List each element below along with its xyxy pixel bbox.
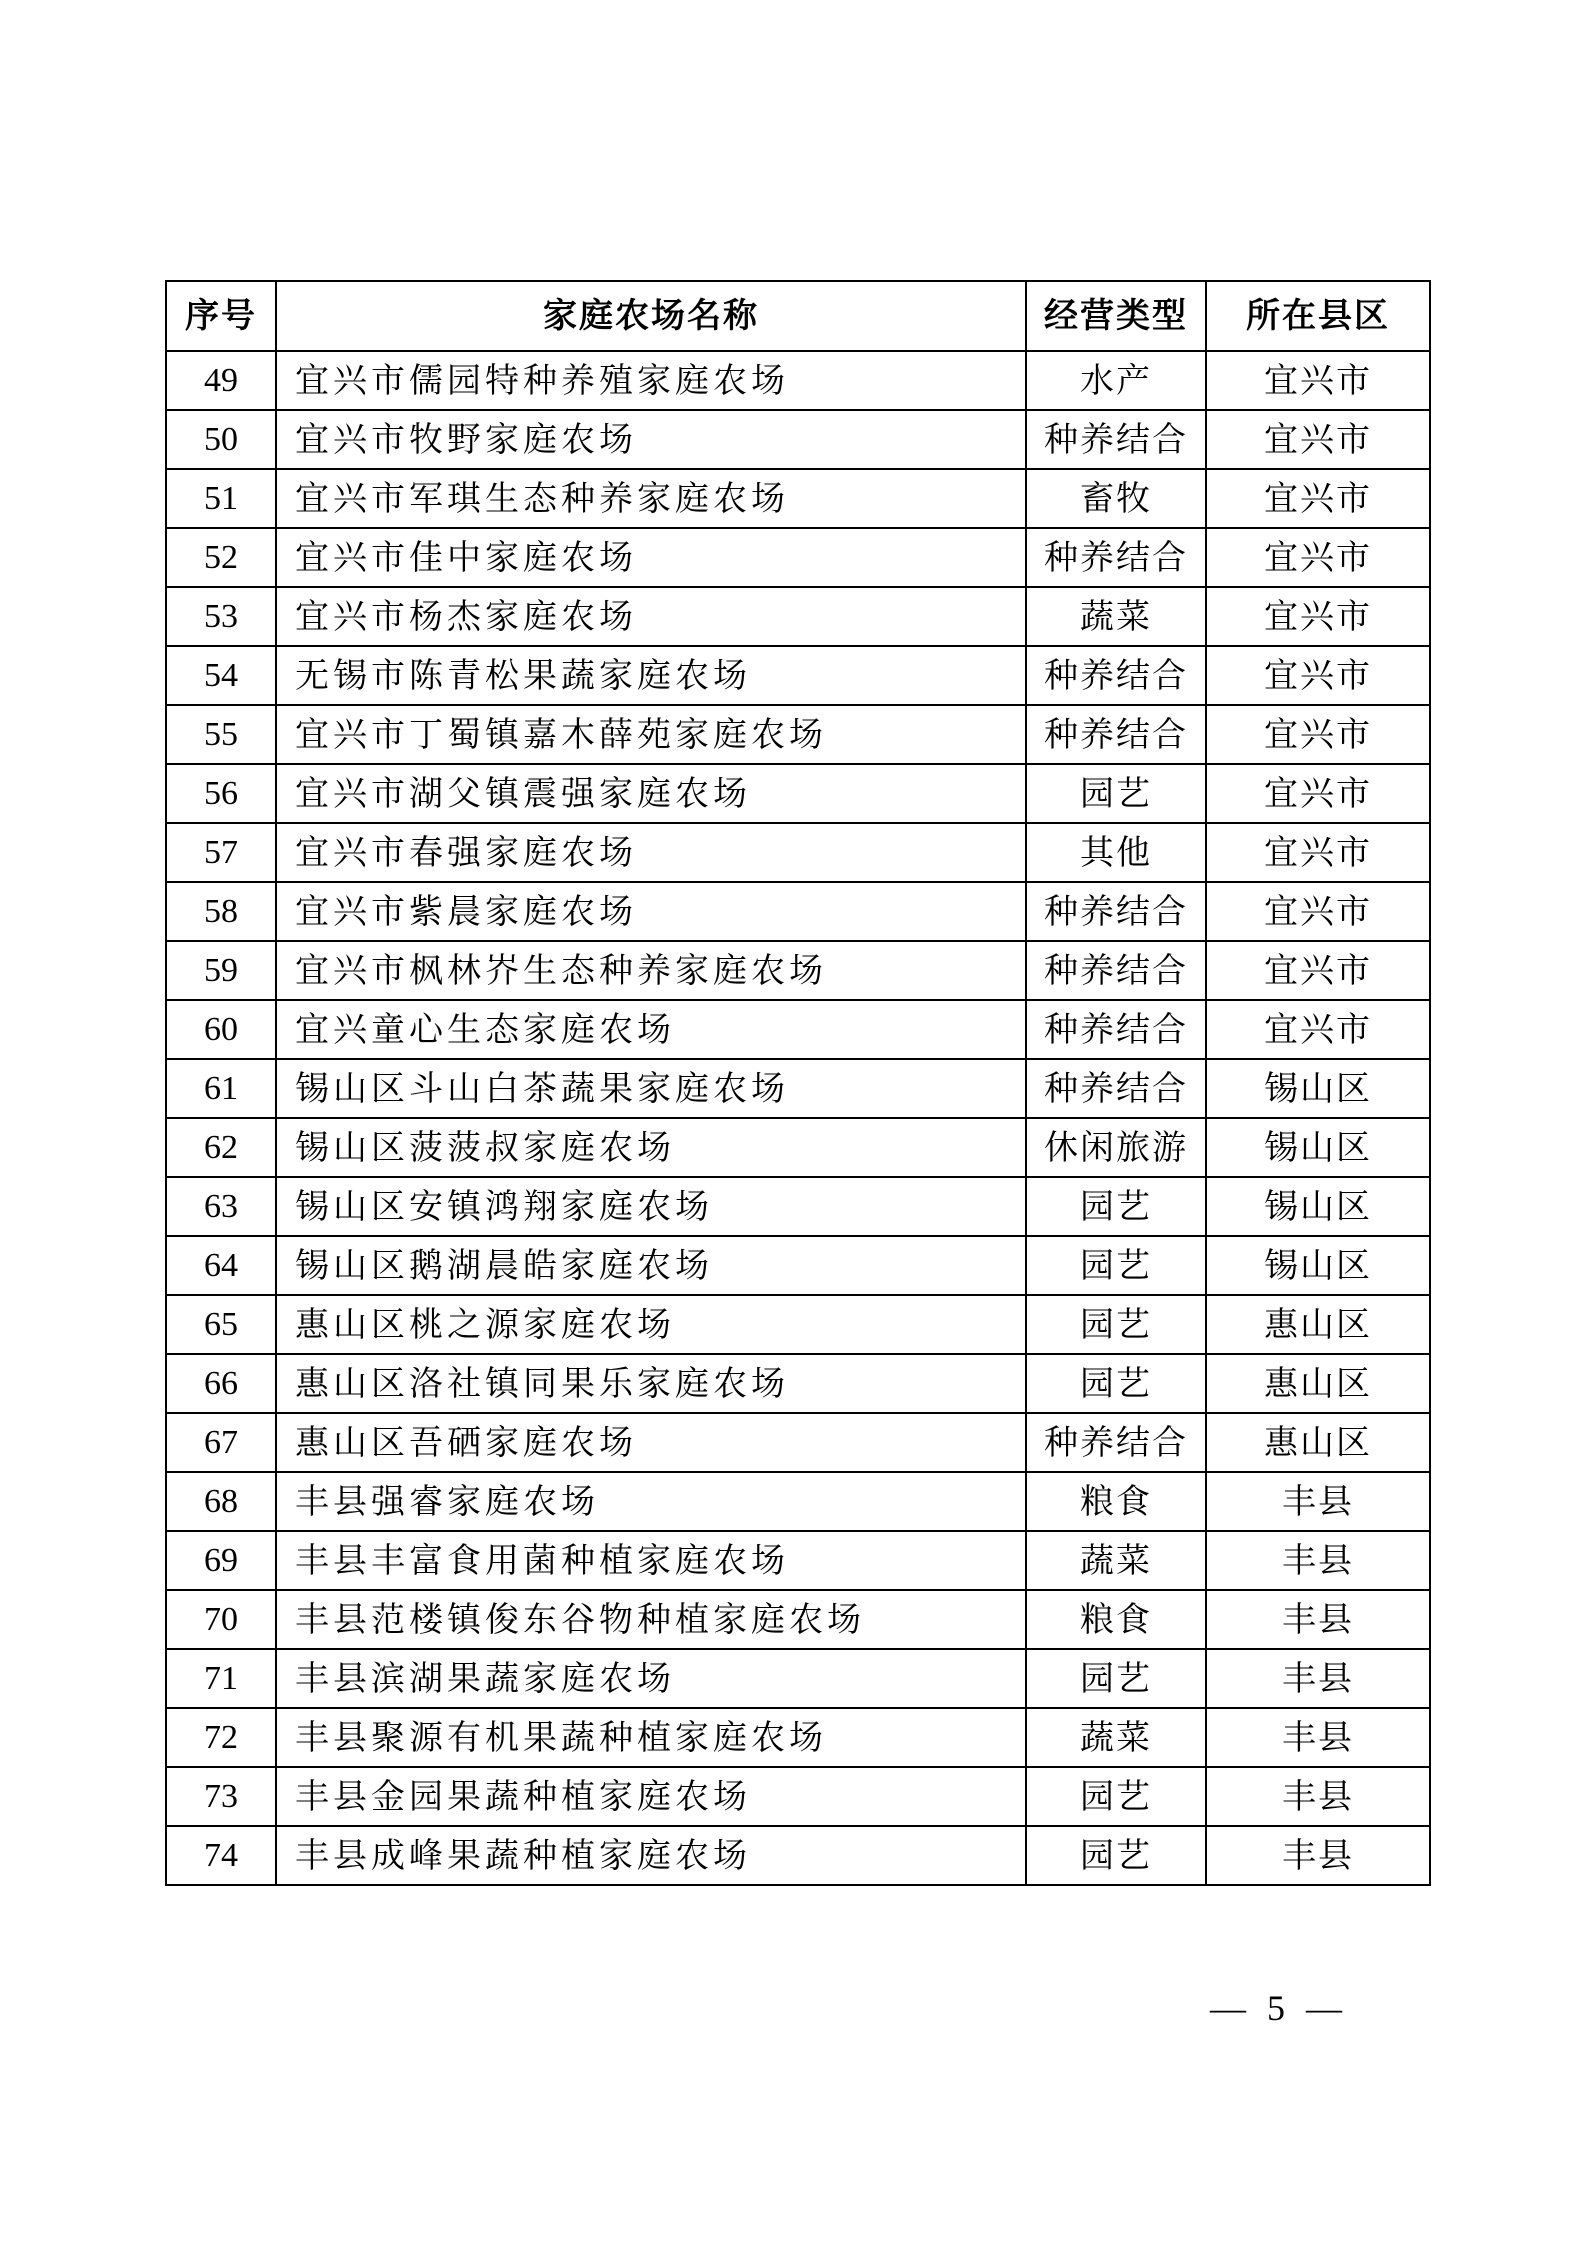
- table-row: [166, 1177, 1430, 1236]
- business-type-cell: 园艺: [1026, 1354, 1206, 1413]
- serial-number-cell: 66: [166, 1354, 276, 1413]
- table-row: [166, 1354, 1430, 1413]
- business-type-cell: 园艺: [1026, 1649, 1206, 1708]
- serial-number-cell: 68: [166, 1472, 276, 1531]
- serial-number-cell: 63: [166, 1177, 276, 1236]
- table-row: [166, 1118, 1430, 1177]
- farm-name-cell: 锡山区斗山白茶蔬果家庭农场: [276, 1059, 1026, 1118]
- table-row: [166, 764, 1430, 823]
- business-type-cell: 园艺: [1026, 1826, 1206, 1885]
- county-district-cell: 宜兴市: [1206, 410, 1430, 469]
- business-type-cell: 蔬菜: [1026, 587, 1206, 646]
- farm-name-cell: 丰县丰富食用菌种植家庭农场: [276, 1531, 1026, 1590]
- header-business-type: 经营类型: [1026, 281, 1206, 351]
- farm-name-cell: 宜兴市丁蜀镇嘉木薛苑家庭农场: [276, 705, 1026, 764]
- table-row: [166, 1059, 1430, 1118]
- county-district-cell: 丰县: [1206, 1767, 1430, 1826]
- farm-name-cell: 丰县范楼镇俊东谷物种植家庭农场: [276, 1590, 1026, 1649]
- business-type-cell: 畜牧: [1026, 469, 1206, 528]
- table-row: [166, 823, 1430, 882]
- page-number: — 5 —: [1210, 1988, 1348, 2028]
- business-type-cell: 园艺: [1026, 1295, 1206, 1354]
- serial-number-cell: 71: [166, 1649, 276, 1708]
- business-type-cell: 种养结合: [1026, 1413, 1206, 1472]
- table-row: [166, 528, 1430, 587]
- business-type-cell: 种养结合: [1026, 646, 1206, 705]
- serial-number-cell: 69: [166, 1531, 276, 1590]
- serial-number-cell: 61: [166, 1059, 276, 1118]
- county-district-cell: 宜兴市: [1206, 882, 1430, 941]
- county-district-cell: 宜兴市: [1206, 764, 1430, 823]
- serial-number-cell: 67: [166, 1413, 276, 1472]
- business-type-cell: 种养结合: [1026, 941, 1206, 1000]
- farm-name-cell: 无锡市陈青松果蔬家庭农场: [276, 646, 1026, 705]
- serial-number-cell: 60: [166, 1000, 276, 1059]
- table-row: [166, 1472, 1430, 1531]
- farm-name-cell: 丰县滨湖果蔬家庭农场: [276, 1649, 1026, 1708]
- business-type-cell: 其他: [1026, 823, 1206, 882]
- business-type-cell: 种养结合: [1026, 882, 1206, 941]
- county-district-cell: 宜兴市: [1206, 1000, 1430, 1059]
- county-district-cell: 锡山区: [1206, 1118, 1430, 1177]
- farm-name-cell: 宜兴市佳中家庭农场: [276, 528, 1026, 587]
- county-district-cell: 宜兴市: [1206, 528, 1430, 587]
- table-row: [166, 1767, 1430, 1826]
- business-type-cell: 休闲旅游: [1026, 1118, 1206, 1177]
- header-serial-number: 序号: [166, 281, 276, 351]
- table-row: [166, 705, 1430, 764]
- header-farm-name: 家庭农场名称: [276, 281, 1026, 351]
- county-district-cell: 丰县: [1206, 1531, 1430, 1590]
- business-type-cell: 种养结合: [1026, 1059, 1206, 1118]
- farm-name-cell: 丰县聚源有机果蔬种植家庭农场: [276, 1708, 1026, 1767]
- business-type-cell: 园艺: [1026, 1767, 1206, 1826]
- county-district-cell: 丰县: [1206, 1472, 1430, 1531]
- farm-name-cell: 宜兴童心生态家庭农场: [276, 1000, 1026, 1059]
- business-type-cell: 粮食: [1026, 1590, 1206, 1649]
- table-row: [166, 1826, 1430, 1885]
- business-type-cell: 园艺: [1026, 764, 1206, 823]
- serial-number-cell: 49: [166, 351, 276, 410]
- business-type-cell: 种养结合: [1026, 410, 1206, 469]
- business-type-cell: 种养结合: [1026, 528, 1206, 587]
- farm-name-cell: 宜兴市儒园特种养殖家庭农场: [276, 351, 1026, 410]
- farm-name-cell: 宜兴市枫林岕生态种养家庭农场: [276, 941, 1026, 1000]
- serial-number-cell: 50: [166, 410, 276, 469]
- header-county-district: 所在县区: [1206, 281, 1430, 351]
- county-district-cell: 惠山区: [1206, 1413, 1430, 1472]
- serial-number-cell: 72: [166, 1708, 276, 1767]
- table-row: [166, 1708, 1430, 1767]
- serial-number-cell: 55: [166, 705, 276, 764]
- table-row: [166, 410, 1430, 469]
- farm-name-cell: 丰县强睿家庭农场: [276, 1472, 1026, 1531]
- table-row: [166, 1649, 1430, 1708]
- county-district-cell: 惠山区: [1206, 1295, 1430, 1354]
- farm-name-cell: 锡山区鹅湖晨皓家庭农场: [276, 1236, 1026, 1295]
- table-row: [166, 882, 1430, 941]
- serial-number-cell: 73: [166, 1767, 276, 1826]
- serial-number-cell: 74: [166, 1826, 276, 1885]
- serial-number-cell: 59: [166, 941, 276, 1000]
- business-type-cell: 种养结合: [1026, 1000, 1206, 1059]
- table-row: [166, 587, 1430, 646]
- table-body: [166, 351, 1430, 1885]
- serial-number-cell: 58: [166, 882, 276, 941]
- business-type-cell: 蔬菜: [1026, 1708, 1206, 1767]
- farm-name-cell: 宜兴市军琪生态种养家庭农场: [276, 469, 1026, 528]
- farm-name-cell: 宜兴市杨杰家庭农场: [276, 587, 1026, 646]
- county-district-cell: 宜兴市: [1206, 646, 1430, 705]
- table-row: [166, 1413, 1430, 1472]
- county-district-cell: 宜兴市: [1206, 351, 1430, 410]
- serial-number-cell: 53: [166, 587, 276, 646]
- farm-name-cell: 宜兴市湖父镇震强家庭农场: [276, 764, 1026, 823]
- serial-number-cell: 54: [166, 646, 276, 705]
- business-type-cell: 园艺: [1026, 1236, 1206, 1295]
- county-district-cell: 宜兴市: [1206, 469, 1430, 528]
- county-district-cell: 锡山区: [1206, 1059, 1430, 1118]
- serial-number-cell: 62: [166, 1118, 276, 1177]
- business-type-cell: 园艺: [1026, 1177, 1206, 1236]
- farm-name-cell: 惠山区吾硒家庭农场: [276, 1413, 1026, 1472]
- county-district-cell: 宜兴市: [1206, 587, 1430, 646]
- business-type-cell: 蔬菜: [1026, 1531, 1206, 1590]
- table-row: [166, 469, 1430, 528]
- serial-number-cell: 64: [166, 1236, 276, 1295]
- business-type-cell: 种养结合: [1026, 705, 1206, 764]
- county-district-cell: 宜兴市: [1206, 705, 1430, 764]
- farm-name-cell: 丰县金园果蔬种植家庭农场: [276, 1767, 1026, 1826]
- farm-name-cell: 丰县成峰果蔬种植家庭农场: [276, 1826, 1026, 1885]
- county-district-cell: 宜兴市: [1206, 941, 1430, 1000]
- farm-name-cell: 惠山区洛社镇同果乐家庭农场: [276, 1354, 1026, 1413]
- family-farm-table: [165, 280, 1431, 1886]
- business-type-cell: 水产: [1026, 351, 1206, 410]
- business-type-cell: 粮食: [1026, 1472, 1206, 1531]
- farm-name-cell: 锡山区安镇鸿翔家庭农场: [276, 1177, 1026, 1236]
- farm-name-cell: 锡山区菠菠叔家庭农场: [276, 1118, 1026, 1177]
- serial-number-cell: 52: [166, 528, 276, 587]
- table-header-row: [166, 281, 1430, 351]
- table-row: [166, 351, 1430, 410]
- county-district-cell: 锡山区: [1206, 1236, 1430, 1295]
- serial-number-cell: 57: [166, 823, 276, 882]
- farm-name-cell: 惠山区桃之源家庭农场: [276, 1295, 1026, 1354]
- table-row: [166, 1236, 1430, 1295]
- county-district-cell: 惠山区: [1206, 1354, 1430, 1413]
- farm-name-cell: 宜兴市紫晨家庭农场: [276, 882, 1026, 941]
- county-district-cell: 丰县: [1206, 1649, 1430, 1708]
- table-row: [166, 1000, 1430, 1059]
- county-district-cell: 宜兴市: [1206, 823, 1430, 882]
- serial-number-cell: 51: [166, 469, 276, 528]
- table-row: [166, 941, 1430, 1000]
- table-row: [166, 1531, 1430, 1590]
- serial-number-cell: 65: [166, 1295, 276, 1354]
- farm-name-cell: 宜兴市春强家庭农场: [276, 823, 1026, 882]
- serial-number-cell: 56: [166, 764, 276, 823]
- serial-number-cell: 70: [166, 1590, 276, 1649]
- table-row: [166, 1590, 1430, 1649]
- family-farm-table-container: [165, 280, 1429, 1886]
- county-district-cell: 丰县: [1206, 1708, 1430, 1767]
- table-row: [166, 1295, 1430, 1354]
- county-district-cell: 丰县: [1206, 1826, 1430, 1885]
- county-district-cell: 锡山区: [1206, 1177, 1430, 1236]
- county-district-cell: 丰县: [1206, 1590, 1430, 1649]
- table-row: [166, 646, 1430, 705]
- farm-name-cell: 宜兴市牧野家庭农场: [276, 410, 1026, 469]
